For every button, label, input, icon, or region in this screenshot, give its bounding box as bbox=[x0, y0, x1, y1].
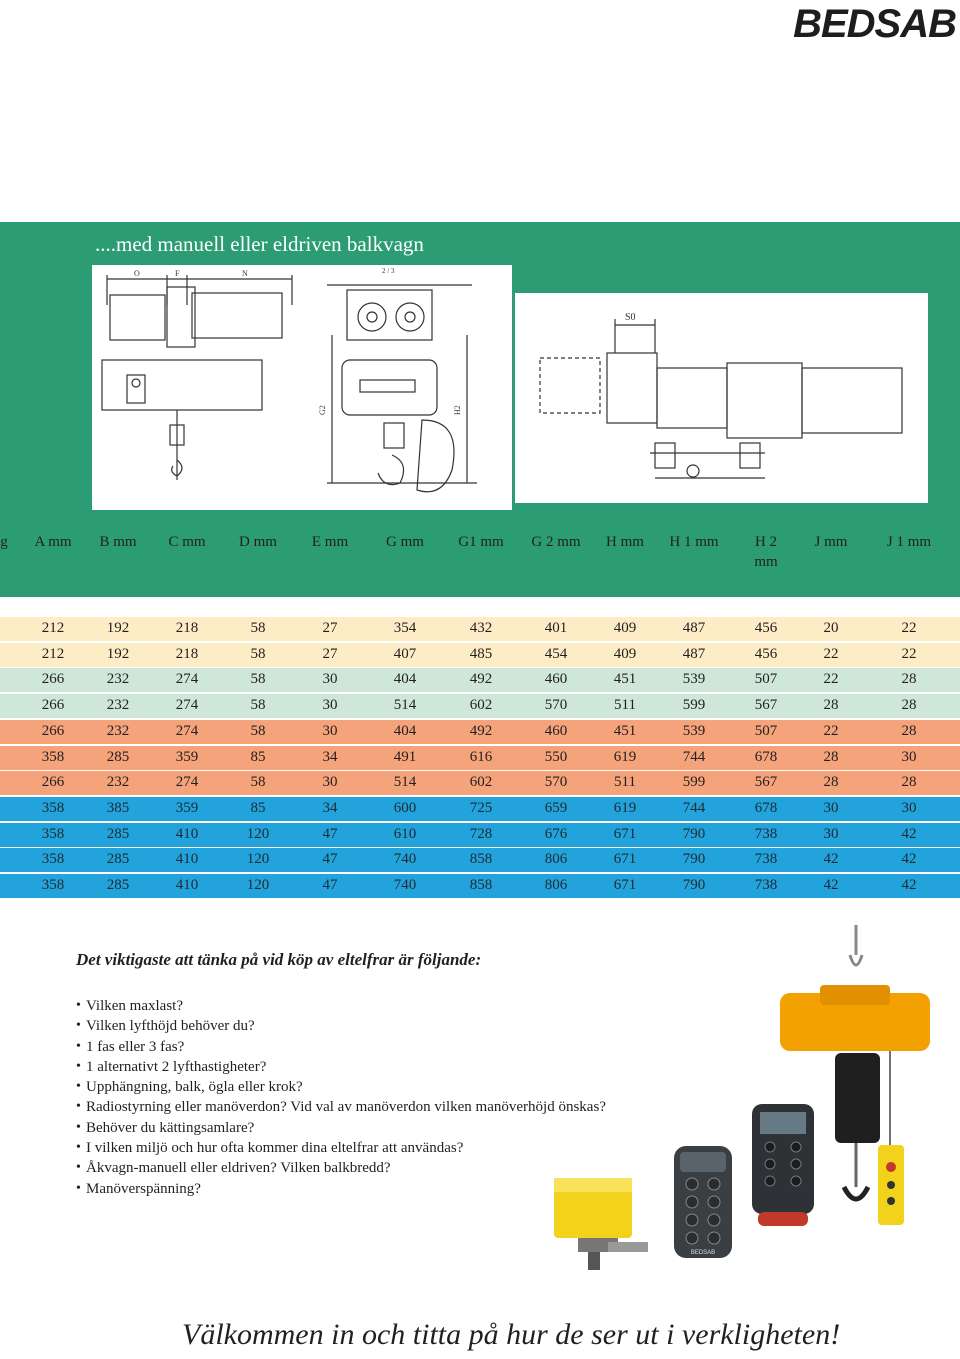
column-header: J 1 mm bbox=[886, 534, 932, 550]
technical-drawing-top bbox=[515, 293, 928, 503]
electric-chain-hoist-photo bbox=[760, 925, 940, 1245]
column-header: H 1 mm bbox=[669, 534, 719, 550]
table-cell: 22 bbox=[823, 671, 839, 688]
table-cell: 34 bbox=[322, 799, 338, 816]
table-cell: 42 bbox=[901, 851, 917, 868]
table-cell: 507 bbox=[754, 722, 778, 739]
dim-label-f: F bbox=[175, 269, 180, 278]
table-cell: 274 bbox=[175, 697, 199, 714]
table-cell: 30 bbox=[322, 774, 338, 791]
table-row bbox=[0, 797, 960, 822]
table-cell: 744 bbox=[682, 748, 706, 765]
table-cell: 28 bbox=[901, 697, 917, 714]
table-cell: 358 bbox=[41, 825, 65, 842]
table-row bbox=[0, 720, 960, 745]
table-cell: 456 bbox=[754, 645, 778, 662]
table-cell: 491 bbox=[393, 748, 417, 765]
table-cell: 358 bbox=[41, 748, 65, 765]
table-cell: 20 bbox=[823, 620, 839, 636]
table-cell: 460 bbox=[544, 722, 568, 739]
table-cell: 511 bbox=[614, 774, 636, 791]
table-cell: 212 bbox=[41, 645, 65, 662]
column-header: g bbox=[0, 534, 8, 550]
table-cell: 30 bbox=[901, 799, 917, 816]
brand-logo: BEDSAB bbox=[793, 2, 956, 46]
table-cell: 432 bbox=[469, 620, 493, 636]
table-cell: 451 bbox=[613, 722, 637, 739]
table-cell: 671 bbox=[613, 877, 637, 893]
notes-heading: Det viktigaste att tänka på vid köp av eltelfrar är följande: bbox=[76, 950, 482, 969]
table-cell: 85 bbox=[250, 799, 266, 816]
table-cell: 790 bbox=[682, 877, 706, 893]
table-cell: 725 bbox=[469, 799, 493, 816]
table-cell: 22 bbox=[901, 620, 917, 636]
table-cell: 671 bbox=[613, 825, 637, 842]
table-row bbox=[0, 668, 960, 693]
table-cell: 790 bbox=[682, 851, 706, 868]
table-cell: 212 bbox=[41, 620, 65, 636]
table-cell: 858 bbox=[469, 851, 493, 868]
table-cell: 120 bbox=[246, 877, 270, 893]
table-cell: 738 bbox=[754, 825, 778, 842]
table-cell: 232 bbox=[106, 774, 130, 791]
dim-label-g2: G2 bbox=[318, 405, 327, 415]
table-cell: 274 bbox=[175, 774, 199, 791]
table-cell: 740 bbox=[393, 877, 417, 893]
dim-label-n: N bbox=[242, 269, 248, 278]
table-cell: 285 bbox=[106, 877, 130, 893]
table-cell: 30 bbox=[901, 748, 917, 765]
table-cell: 492 bbox=[469, 722, 493, 739]
table-cell: 274 bbox=[175, 671, 199, 688]
table-cell: 567 bbox=[754, 774, 778, 791]
table-cell: 409 bbox=[613, 620, 637, 636]
checklist-item: • Upphängning, balk, ögla eller krok? bbox=[76, 1077, 606, 1097]
checklist-item: • Åkvagn-manuell eller eldriven? Vilken balkbredd? bbox=[76, 1158, 606, 1178]
table-header-row bbox=[0, 522, 960, 597]
table-cell: 27 bbox=[322, 645, 338, 662]
closing-message: Välkommen in och titta på hur de ser ut i verkligheten! bbox=[182, 1318, 841, 1351]
column-header: C mm bbox=[168, 534, 206, 550]
table-cell: 285 bbox=[106, 851, 130, 868]
table-cell: 28 bbox=[901, 722, 917, 739]
table-cell: 740 bbox=[393, 851, 417, 868]
table-cell: 358 bbox=[41, 799, 65, 816]
checklist bbox=[76, 996, 606, 1199]
table-row bbox=[0, 848, 960, 873]
table-cell: 285 bbox=[106, 748, 130, 765]
table-cell: 22 bbox=[901, 645, 917, 662]
table-cell: 34 bbox=[322, 748, 338, 765]
table-cell: 599 bbox=[682, 697, 706, 714]
checklist-item: • Behöver du kättingsamlare? bbox=[76, 1118, 606, 1138]
table-cell: 410 bbox=[175, 825, 199, 842]
table-cell: 266 bbox=[41, 774, 65, 791]
table-cell: 192 bbox=[106, 620, 130, 636]
table-row bbox=[0, 771, 960, 796]
table-cell: 404 bbox=[393, 722, 417, 739]
table-cell: 22 bbox=[823, 645, 839, 662]
column-header: G 2 mm bbox=[531, 534, 581, 550]
dim-label-h2: H2 bbox=[453, 405, 462, 415]
table-cell: 30 bbox=[823, 825, 839, 842]
table-cell: 28 bbox=[901, 774, 917, 791]
table-cell: 30 bbox=[322, 671, 338, 688]
table-cell: 619 bbox=[613, 748, 637, 765]
table-cell: 358 bbox=[41, 851, 65, 868]
svg-text:2 / 3: 2 / 3 bbox=[382, 267, 395, 275]
table-cell: 550 bbox=[544, 748, 568, 765]
table-cell: 58 bbox=[250, 722, 266, 739]
table-cell: 42 bbox=[823, 877, 839, 893]
table-row bbox=[0, 617, 960, 642]
table-cell: 47 bbox=[322, 877, 338, 893]
table-cell: 602 bbox=[469, 774, 493, 791]
table-cell: 58 bbox=[250, 645, 266, 662]
column-header: J mm bbox=[814, 534, 848, 550]
table-cell: 42 bbox=[901, 825, 917, 842]
table-cell: 192 bbox=[106, 645, 130, 662]
table-cell: 806 bbox=[544, 877, 568, 893]
table-cell: 600 bbox=[393, 799, 417, 816]
radio-remote-photo bbox=[668, 1142, 738, 1262]
table-cell: 120 bbox=[246, 851, 270, 868]
table-cell: 85 bbox=[250, 748, 266, 765]
technical-drawing-front bbox=[92, 265, 512, 510]
table-cell: 47 bbox=[322, 825, 338, 842]
dim-label-o: O bbox=[134, 269, 140, 278]
table-cell: 120 bbox=[246, 825, 270, 842]
table-cell: 232 bbox=[106, 722, 130, 739]
table-cell: 266 bbox=[41, 697, 65, 714]
checklist-item: • 1 alternativt 2 lyfthastigheter? bbox=[76, 1057, 606, 1077]
table-cell: 451 bbox=[613, 671, 637, 688]
table-cell: 58 bbox=[250, 774, 266, 791]
table-cell: 567 bbox=[754, 697, 778, 714]
table-cell: 266 bbox=[41, 722, 65, 739]
checklist-item: • I vilken miljö och hur ofta kommer dina eltelfrar att användas? bbox=[76, 1138, 606, 1158]
table-cell: 671 bbox=[613, 851, 637, 868]
table-cell: 404 bbox=[393, 671, 417, 688]
dim-label-s0: S0 bbox=[625, 312, 636, 323]
table-cell: 514 bbox=[393, 697, 417, 714]
table-cell: 570 bbox=[544, 774, 568, 791]
table-cell: 28 bbox=[823, 697, 839, 714]
column-header: E mm bbox=[311, 534, 349, 550]
table-cell: 410 bbox=[175, 877, 199, 893]
column-header: D mm bbox=[239, 534, 277, 550]
table-cell: 599 bbox=[682, 774, 706, 791]
table-cell: 274 bbox=[175, 722, 199, 739]
table-cell: 456 bbox=[754, 620, 778, 636]
table-cell: 28 bbox=[823, 748, 839, 765]
table-cell: 676 bbox=[544, 825, 568, 842]
table-cell: 47 bbox=[322, 851, 338, 868]
table-cell: 30 bbox=[322, 697, 338, 714]
table-cell: 738 bbox=[754, 851, 778, 868]
table-cell: 858 bbox=[469, 877, 493, 893]
table-cell: 232 bbox=[106, 697, 130, 714]
table-cell: 728 bbox=[469, 825, 493, 842]
table-cell: 485 bbox=[469, 645, 493, 662]
table-cell: 659 bbox=[544, 799, 568, 816]
table-cell: 358 bbox=[41, 877, 65, 893]
table-cell: 619 bbox=[613, 799, 637, 816]
column-header: H mm bbox=[606, 534, 644, 550]
table-cell: 359 bbox=[175, 799, 199, 816]
table-cell: 492 bbox=[469, 671, 493, 688]
table-cell: 610 bbox=[393, 825, 417, 842]
table-cell: 218 bbox=[175, 620, 199, 636]
column-header: G1 mm bbox=[458, 534, 504, 550]
checklist-item: • Radiostyrning eller manöverdon? Vid val av manöverdon vilken manöverhöjd önskas? bbox=[76, 1097, 606, 1117]
table-cell: 42 bbox=[901, 877, 917, 893]
table-cell: 410 bbox=[175, 851, 199, 868]
section-title: ....med manuell eller eldriven balkvagn bbox=[95, 232, 424, 256]
table-cell: 514 bbox=[393, 774, 417, 791]
column-header: G mm bbox=[386, 534, 424, 550]
table-row bbox=[0, 694, 960, 719]
table-cell: 285 bbox=[106, 825, 130, 842]
table-row bbox=[0, 874, 960, 899]
column-header: A mm bbox=[34, 534, 72, 550]
table-cell: 790 bbox=[682, 825, 706, 842]
table-cell: 460 bbox=[544, 671, 568, 688]
remote-brand-label: BEDSAB bbox=[690, 1250, 716, 1256]
table-cell: 28 bbox=[823, 774, 839, 791]
checklist-item: • Vilken lyfthöjd behöver du? bbox=[76, 1016, 606, 1036]
table-cell: 30 bbox=[322, 722, 338, 739]
table-cell: 401 bbox=[544, 620, 568, 636]
table-row bbox=[0, 746, 960, 771]
table-cell: 28 bbox=[901, 671, 917, 688]
table-cell: 266 bbox=[41, 671, 65, 688]
table-cell: 407 bbox=[393, 645, 417, 662]
table-cell: 678 bbox=[754, 799, 778, 816]
table-cell: 507 bbox=[754, 671, 778, 688]
checklist-item: • Manöverspänning? bbox=[76, 1179, 606, 1199]
yellow-control-box-photo bbox=[548, 1170, 658, 1280]
table-row bbox=[0, 643, 960, 668]
table-cell: 539 bbox=[682, 722, 706, 739]
table-cell: 58 bbox=[250, 671, 266, 688]
column-header: B mm bbox=[99, 534, 137, 550]
checklist-item: • Vilken maxlast? bbox=[76, 996, 606, 1016]
table-cell: 58 bbox=[250, 697, 266, 714]
table-cell: 738 bbox=[754, 877, 778, 893]
table-cell: 354 bbox=[393, 620, 417, 636]
table-cell: 539 bbox=[682, 671, 706, 688]
table-cell: 678 bbox=[754, 748, 778, 765]
table-cell: 218 bbox=[175, 645, 199, 662]
table-cell: 359 bbox=[175, 748, 199, 765]
table-cell: 454 bbox=[544, 645, 568, 662]
table-cell: 806 bbox=[544, 851, 568, 868]
table-cell: 58 bbox=[250, 620, 266, 636]
table-cell: 744 bbox=[682, 799, 706, 816]
table-cell: 487 bbox=[682, 620, 706, 636]
table-cell: 616 bbox=[469, 748, 493, 765]
checklist-item: • 1 fas eller 3 fas? bbox=[76, 1037, 606, 1057]
table-cell: 30 bbox=[823, 799, 839, 816]
table-cell: 487 bbox=[682, 645, 706, 662]
table-cell: 385 bbox=[106, 799, 130, 816]
table-row bbox=[0, 823, 960, 848]
table-cell: 232 bbox=[106, 671, 130, 688]
table-cell: 22 bbox=[823, 722, 839, 739]
table-cell: 570 bbox=[544, 697, 568, 714]
table-cell: 409 bbox=[613, 645, 637, 662]
column-header: H 2 mm bbox=[754, 534, 778, 570]
table-cell: 42 bbox=[823, 851, 839, 868]
table-cell: 27 bbox=[322, 620, 338, 636]
table-cell: 602 bbox=[469, 697, 493, 714]
table-cell: 511 bbox=[614, 697, 636, 714]
